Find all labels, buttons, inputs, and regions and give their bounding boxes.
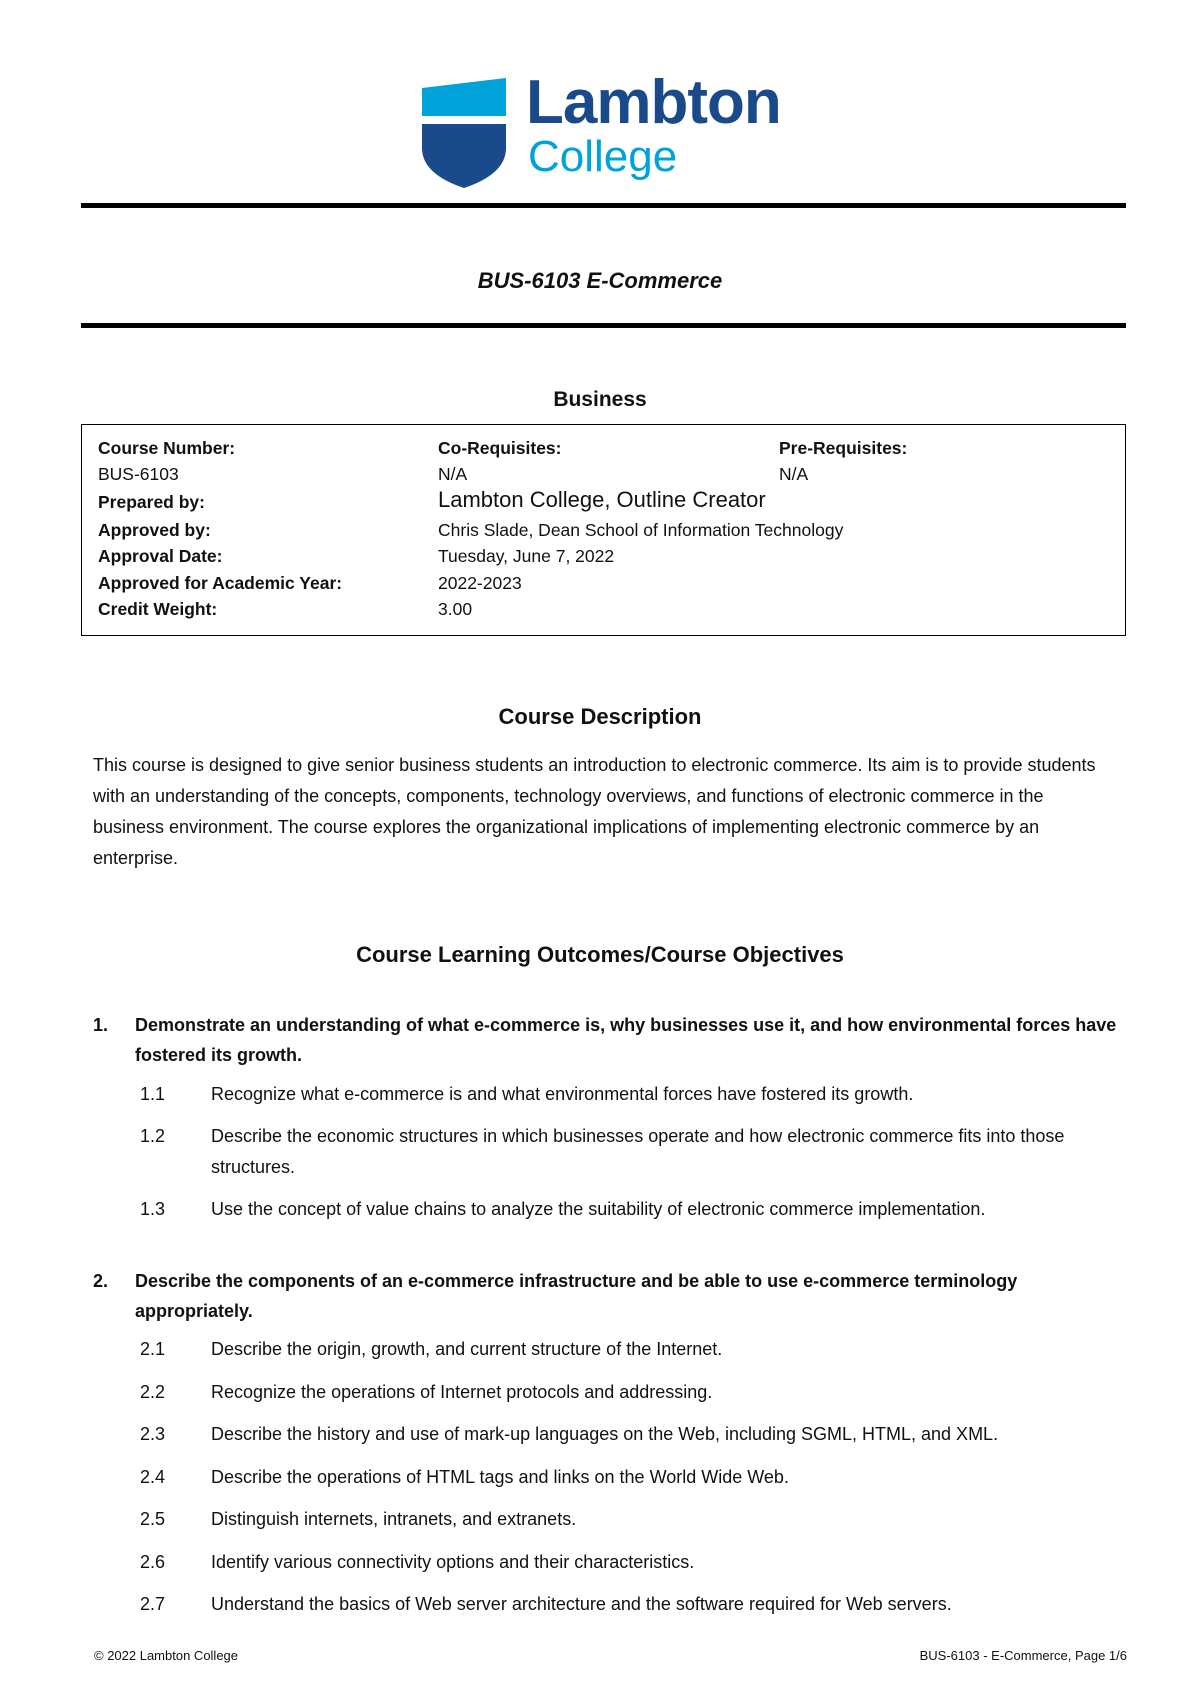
sub-outcome-text: Describe the origin, growth, and current structure of the Internet. <box>211 1339 723 1359</box>
sub-outcome-number: 2.1 <box>140 1339 166 1359</box>
footer-page-number: BUS-6103 - E-Commerce, Page 1/6 <box>919 1648 1127 1663</box>
sub-outcome-text: Recognize the operations of Internet protocols and addressing. <box>211 1382 713 1402</box>
course-info-table <box>81 424 1126 636</box>
sub-outcome-item <box>140 1589 1120 1620</box>
department-heading: Business <box>553 388 647 411</box>
sub-outcome-number: 2.3 <box>140 1424 166 1444</box>
sub-outcome-item <box>140 1377 1120 1408</box>
prereq-label: Pre-Requisites: <box>779 438 908 458</box>
credit-weight-label: Credit Weight: <box>98 599 218 619</box>
course-title: BUS-6103 E-Commerce <box>477 268 723 293</box>
outcome-text: Demonstrate an understanding of what e-commerce is, why businesses use it, and how environmental forces have fostered its growth. <box>135 1015 1117 1065</box>
sub-outcome-number: 2.6 <box>140 1552 166 1572</box>
sub-outcome-number: 2.7 <box>140 1594 166 1614</box>
sub-outcome-number: 1.3 <box>140 1199 166 1219</box>
title-rule <box>81 323 1126 328</box>
sub-outcome-number: 2.2 <box>140 1382 166 1402</box>
approval-date-value: Tuesday, June 7, 2022 <box>438 546 615 566</box>
outcome-number: 1. <box>93 1015 109 1035</box>
sub-outcome-number: 1.2 <box>140 1126 166 1146</box>
sub-outcome-item <box>140 1194 1120 1225</box>
course-number-label: Course Number: <box>98 438 236 458</box>
approved-by-label: Approved by: <box>98 520 211 540</box>
sub-outcome-item <box>140 1079 1120 1110</box>
credit-weight-value: 3.00 <box>438 599 473 619</box>
course-description-text: This course is designed to give senior business students an introduction to electronic commerce. Its aim is to provide students with an understanding of the concepts, components, technology overviews, and functions of electronic commerce in the business environment. The course explores the organizational implications of implementing electronic commerce by an enterprise. <box>93 755 1096 868</box>
sub-outcome-text: Describe the history and use of mark-up languages on the Web, including SGML, HTML, and XML. <box>211 1424 999 1444</box>
prepared-by-label: Prepared by: <box>98 492 205 512</box>
sub-outcome-text: Use the concept of value chains to analyze the suitability of electronic commerce implementation. <box>211 1199 986 1219</box>
coreq-value: N/A <box>438 464 468 484</box>
outcome-item <box>93 1010 1123 1070</box>
logo-wordmark-lambton: Lambton <box>526 68 781 137</box>
sub-outcome-text: Describe the operations of HTML tags and links on the World Wide Web. <box>211 1467 789 1487</box>
sub-outcome-text: Recognize what e-commerce is and what environmental forces have fostered its growth. <box>211 1084 914 1104</box>
sub-outcome-number: 2.4 <box>140 1467 166 1487</box>
course-number-value: BUS-6103 <box>98 464 179 484</box>
shield-icon <box>420 78 508 188</box>
sub-outcome-item <box>140 1504 1120 1535</box>
outcomes-heading: Course Learning Outcomes/Course Objectives <box>356 942 844 967</box>
sub-outcome-text: Identify various connectivity options and their characteristics. <box>211 1552 695 1572</box>
academic-year-value: 2022-2023 <box>438 573 522 593</box>
academic-year-label: Approved for Academic Year: <box>98 573 343 593</box>
approval-date-label: Approval Date: <box>98 546 223 566</box>
sub-outcome-item <box>140 1462 1120 1493</box>
sub-outcome-number: 2.5 <box>140 1509 166 1529</box>
course-description-heading: Course Description <box>498 704 702 729</box>
approved-by-value: Chris Slade, Dean School of Information Technology <box>438 520 844 540</box>
sub-outcome-text: Distinguish internets, intranets, and extranets. <box>211 1509 577 1529</box>
prepared-by-value: Lambton College, Outline Creator <box>438 487 766 512</box>
sub-outcome-item <box>140 1121 1120 1183</box>
outcome-text: Describe the components of an e-commerce infrastructure and be able to use e-commerce terminology appropriately. <box>135 1271 1018 1321</box>
outcome-item <box>93 1266 1123 1326</box>
sub-outcome-item <box>140 1419 1120 1450</box>
prereq-value: N/A <box>779 464 809 484</box>
outcome-number: 2. <box>93 1271 109 1291</box>
sub-outcome-item <box>140 1334 1120 1365</box>
sub-outcome-item <box>140 1547 1120 1578</box>
coreq-label: Co-Requisites: <box>438 438 562 458</box>
top-rule <box>81 203 1126 208</box>
footer-copyright: © 2022 Lambton College <box>94 1648 239 1663</box>
sub-outcome-text: Understand the basics of Web server architecture and the software required for Web servers. <box>211 1594 952 1614</box>
lambton-college-logo <box>420 68 800 188</box>
logo-wordmark-college: College <box>528 132 678 181</box>
sub-outcome-text: Describe the economic structures in which businesses operate and how electronic commerce fits into those structures. <box>211 1126 1065 1177</box>
sub-outcome-number: 1.1 <box>140 1084 166 1104</box>
